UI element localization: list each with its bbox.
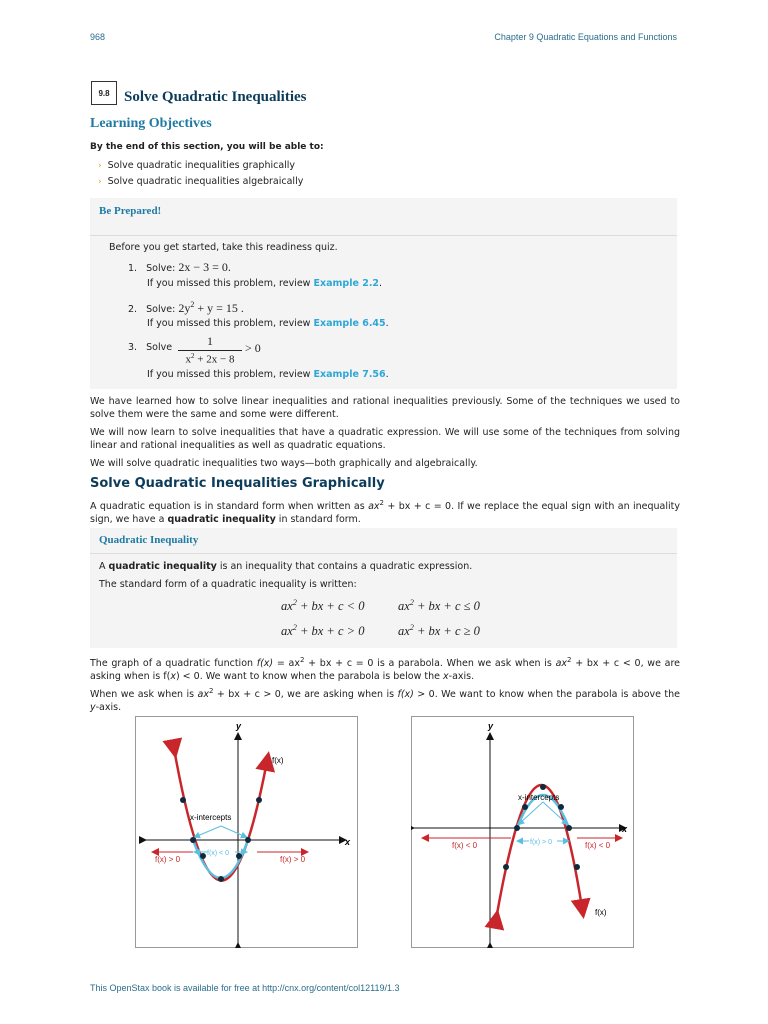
definition-text: A quadratic inequality is an inequality that contains a quadratic expression.: [99, 561, 473, 572]
point: [236, 853, 242, 859]
point: [190, 837, 196, 843]
quiz-question-1: 1. Solve: 2x − 3 = 0.: [128, 260, 231, 274]
prepared-intro: Before you get started, take this readiness quiz.: [109, 242, 338, 253]
y-axis-label: y: [236, 721, 242, 731]
graph-upward-parabola: [135, 716, 358, 948]
example-link[interactable]: Example 7.56: [313, 369, 386, 380]
point: [540, 784, 546, 790]
region-label: f(x) > 0: [280, 855, 306, 864]
example-link[interactable]: Example 2.2: [313, 278, 380, 289]
region-label: f(x) > 0: [155, 855, 181, 864]
paragraph: When we ask when is $ax^2$ + bx + c > 0, we are asking when is f(x) > 0. We want to know when the parabola is above the y-axis.: [90, 687, 680, 714]
point: [566, 825, 572, 831]
quiz-review-3: If you missed this problem, review Example 7.56.: [147, 369, 389, 380]
definition-title: Quadratic Inequality: [99, 534, 199, 546]
paragraph: We will solve quadratic inequalities two ways—both graphically and algebraically.: [90, 458, 478, 469]
section-title: Solve Quadratic Inequalities: [124, 89, 307, 105]
fraction: 1 $x^2 + 2x - 8$: [178, 334, 242, 366]
point: [514, 825, 520, 831]
point: [180, 797, 186, 803]
point: [574, 864, 580, 870]
inequality-form: $ax^2$ + bx + c ≥ 0: [398, 623, 480, 639]
point: [522, 804, 528, 810]
point: [245, 837, 251, 843]
point: [256, 797, 262, 803]
parabola-below-axis: [193, 840, 248, 878]
x-axis-label: x: [622, 824, 628, 834]
intercepts-label: x-intercepts: [518, 793, 560, 802]
quiz-question-2: 2. Solve: $2y^2 + y = 15$ .: [128, 300, 244, 315]
objectives-title: Learning Objectives: [90, 116, 212, 131]
paragraph: A quadratic equation is in standard form when written as $ax^2$ + bx + c = 0. If we replace the equal sign with an inequality sign, we have a quadratic inequality in standard form.: [90, 499, 680, 526]
point: [503, 864, 509, 870]
function-label: f(x): [595, 908, 607, 917]
example-link[interactable]: Example 6.45: [313, 318, 386, 329]
definition-box: [90, 528, 677, 648]
section-heading: Solve Quadratic Inequalities Graphically: [90, 476, 385, 491]
objectives-intro: By the end of this section, you will be able to:: [90, 142, 324, 152]
function-label: f(x): [272, 756, 284, 765]
be-prepared-title: Be Prepared!: [99, 205, 162, 217]
graph-downward-parabola: [411, 716, 634, 948]
fraction-rhs: > 0: [245, 341, 261, 355]
divider: [90, 553, 677, 554]
divider: [90, 235, 677, 236]
objective-item: › Solve quadratic inequalities graphically: [98, 160, 296, 171]
paragraph: We have learned how to solve linear inequalities and rational inequalities previously. Some of the techniques we used to solve them were the same and some were different.: [90, 396, 680, 420]
region-label: f(x) < 0: [452, 841, 478, 850]
intercepts-label: x-intercepts: [190, 813, 232, 822]
be-prepared-box: [90, 198, 677, 389]
quiz-review-1: If you missed this problem, review Example 2.2.: [147, 278, 383, 289]
region-label: f(x) < 0: [585, 841, 611, 850]
x-axis-label: x: [345, 837, 351, 847]
inequality-form: $ax^2$ + bx + c > 0: [281, 623, 365, 639]
footer-text: This OpenStax book is available for free at http://cnx.org/content/col12119/1.3: [90, 983, 400, 993]
intercept-pointer: [195, 826, 221, 837]
chevron-icon: ›: [98, 161, 102, 171]
intercept-pointer: [221, 826, 246, 837]
region-label: f(x) > 0: [530, 839, 552, 846]
chapter-title: Chapter 9 Quadratic Equations and Functions: [494, 32, 677, 42]
region-label: f(x) < 0: [207, 850, 229, 857]
point: [218, 876, 224, 882]
point: [558, 804, 564, 810]
paragraph: The graph of a quadratic function $f(x) = ax^2$ + bx + c = 0 is a parabola. When we ask when is $ax^2$ + bx + c < 0, we are asking when is f(x) < 0. We want to know when the parabola is below the x-axis.: [90, 656, 680, 683]
paragraph: We will now learn to solve inequalities that have a quadratic expression. We will use some of the techniques from solving linear and rational inequalities as well as quadratic equations.: [90, 427, 680, 451]
definition-text: The standard form of a quadratic inequality is written:: [99, 579, 357, 590]
page-number: 968: [90, 32, 106, 42]
quiz-review-2: If you missed this problem, review Example 6.45.: [147, 318, 389, 329]
inequality-form: $ax^2$ + bx + c ≤ 0: [398, 598, 480, 614]
objective-item: › Solve quadratic inequalities algebraically: [98, 176, 304, 187]
chevron-icon: ›: [98, 177, 102, 187]
section-number: 9.8: [91, 81, 117, 105]
y-axis-label: y: [488, 721, 494, 731]
quiz-question-3: 3. Solve: [128, 342, 173, 353]
graph-frame: [136, 717, 358, 948]
point: [200, 853, 206, 859]
inequality-form: $ax^2$ + bx + c < 0: [281, 598, 365, 614]
